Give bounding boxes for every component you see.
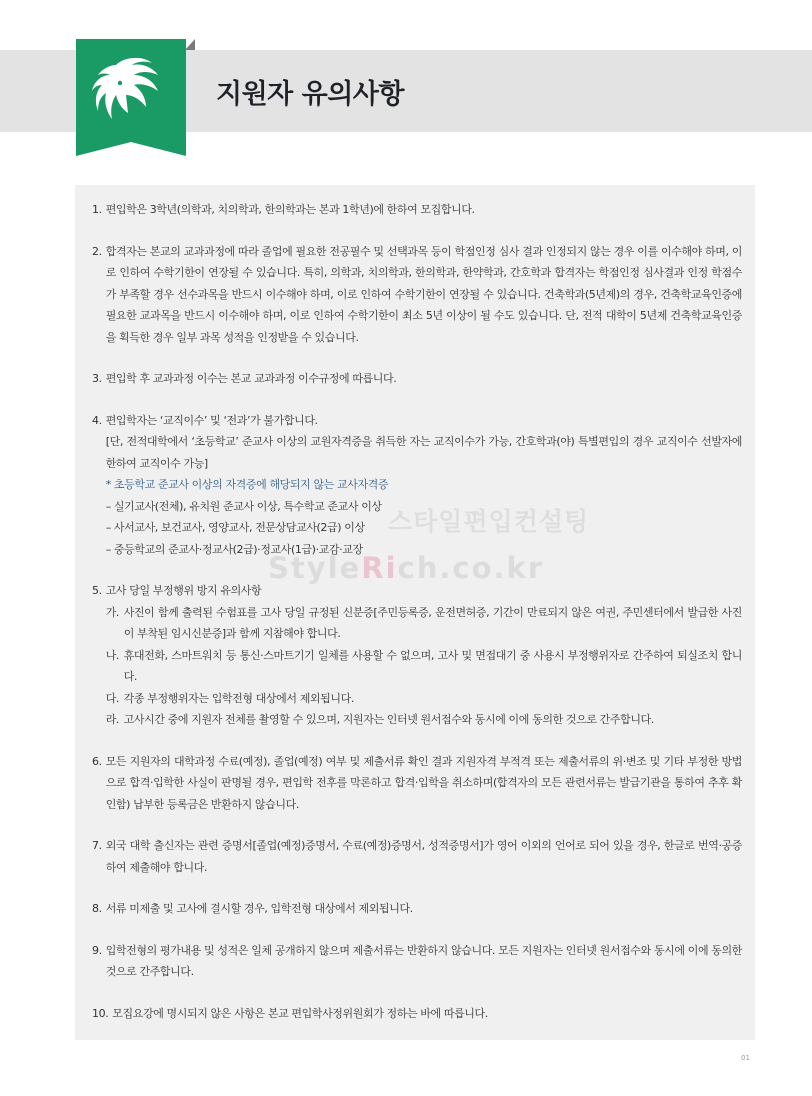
item-text: 편입학은 3학년(의학과, 치의학과, 한의학과는 본과 1학년)에 한하여 모집합니다. xyxy=(105,203,475,216)
item-number: 10. xyxy=(92,1006,109,1020)
sub-item xyxy=(106,602,742,645)
list-item xyxy=(92,199,742,221)
notice-list xyxy=(92,199,742,1044)
item-text: 고사 당일 부정행위 방지 유의사항 xyxy=(105,584,262,597)
list-item xyxy=(92,835,742,878)
item-number: 9. xyxy=(92,943,102,957)
sub-item xyxy=(106,645,742,688)
item-number: 1. xyxy=(92,203,102,216)
tab-fold xyxy=(185,39,195,50)
watermark-english-post: ch.co.kr xyxy=(397,551,545,585)
item-detail: [단, 전적대학에서 ‘초등학교’ 준교사 이상의 교원자격증을 취득한 자는 교직이수가 가능, 간호학과(야) 특별편입의 경우 교직이수 선발자에 한하여 교직이수 가능] xyxy=(105,435,742,470)
list-item xyxy=(92,410,742,561)
sub-item-text: 사진이 함께 출력된 수험표를 고사 당일 규정된 신분증[주민등록증, 운전면허증, 기간이 만료되지 않은 여권, 주민센터에서 발급한 사진이 부착된 임시신분증]과 함께 지참해야 합니다. xyxy=(123,605,742,640)
item-text: 편입학자는 ‘교직이수’ 및 ‘전과’가 불가합니다. xyxy=(105,413,318,427)
item-number: 8. xyxy=(92,902,102,915)
sub-item xyxy=(106,688,742,710)
item-number: 7. xyxy=(92,839,102,852)
item-line: – 실기교사(전체), 유치원 준교사 이상, 특수학교 준교사 이상 xyxy=(105,499,382,513)
page-number: 01 xyxy=(741,1054,750,1062)
list-item xyxy=(92,241,742,349)
item-text: 모든 지원자의 대학과정 수료(예정), 졸업(예정) 여부 및 제출서류 확인 결과 지원자격 부적격 또는 제출서류의 위·변조 및 기타 부정한 방법으로 합격·입학한 사실이 판명될 경우, 편입학 전후를 막론하고 합격·입학을 취소하며(합격자의 모든 관련서류는 발급기관을 통하여 추후 확인함) 납부한 등록금은 반환하지 않습니다. xyxy=(105,754,742,811)
lion-emblem-icon xyxy=(76,39,186,156)
item-content xyxy=(106,410,742,561)
watermark-korean: 스타일편입컨설팅 xyxy=(388,507,590,536)
list-item xyxy=(92,1003,742,1025)
sub-item-label: 나. xyxy=(105,648,120,662)
item-text: 서류 미제출 및 고사에 결시할 경우, 입학전형 대상에서 제외됩니다. xyxy=(105,902,413,915)
item-number: 6. xyxy=(92,754,102,768)
item-number: 2. xyxy=(92,244,102,258)
list-item xyxy=(92,898,742,920)
item-number: 5. xyxy=(92,584,102,597)
sub-item xyxy=(106,709,742,731)
sub-item-text: 각종 부정행위자는 입학전형 대상에서 제외됩니다. xyxy=(123,691,354,705)
item-text: 모집요강에 명시되지 않은 사항은 본교 편입학사정위원회가 정하는 바에 따릅니다. xyxy=(112,1006,488,1020)
item-number: 4. xyxy=(92,413,102,427)
watermark-english-pre: Style xyxy=(268,551,362,585)
sub-item-label: 다. xyxy=(105,691,120,705)
sub-item-text: 고사시간 중에 지원자 전체를 촬영할 수 있으며, 지원자는 인터넷 원서접수와 동시에 이에 동의한 것으로 간주합니다. xyxy=(123,713,654,726)
watermark-english-accent: Ri xyxy=(361,551,398,585)
list-item xyxy=(92,368,742,390)
list-item xyxy=(92,940,742,983)
item-number: 3. xyxy=(92,372,102,385)
item-note: * 초등학교 준교사 이상의 자격증에 해당되지 않는 교사자격증 xyxy=(105,478,389,491)
item-text: 편입학 후 교과과정 이수는 본교 교과과정 이수규정에 따릅니다. xyxy=(105,372,397,385)
list-item xyxy=(92,580,742,731)
sub-item-text: 휴대전화, 스마트워치 등 통신·스마트기기 일체를 사용할 수 없으며, 고사 및 면접대기 중 사용시 부정행위자로 간주하여 퇴실조치 합니다. xyxy=(123,648,742,683)
item-content xyxy=(106,580,742,731)
page-title: 지원자 유의사항 xyxy=(216,79,404,110)
item-text: 합격자는 본교의 교과과정에 따라 졸업에 필요한 전공필수 및 선택과목 등이 학점인정 심사 결과 인정되지 않는 경우 이를 이수해야 하며, 이로 인하여 수학기한이 연장될 수 있습니다. 특히, 의학과, 치의학과, 한의학과, 한약학과, 간호학과 합격자는 학점인정 심사결과 인정 학점수가 부족할 경우 선수과목을 반드시 이수해야 하며, 이로 인하여 수학기한이 연장될 수 있습니다. 건축학과(5년제)의 경우, 건축학교육인증에 필요한 교과목을 반드시 이수해야 하며, 이로 인하여 수학기한이 최소 5년 이상이 될 수도 있습니다. 단, 전적 대학이 5년제 건축학교육인증을 획득한 경우 일부 과목 성적을 인정받을 수 있습니다. xyxy=(105,244,742,344)
sub-item-label: 가. xyxy=(105,605,120,619)
item-line: – 중등학교의 준교사·정교사(2급)·정교사(1급)·교감·교장 xyxy=(105,542,363,556)
list-item xyxy=(92,751,742,816)
item-text: 외국 대학 출신자는 관련 증명서[졸업(예정)증명서, 수료(예정)증명서, 성적증명서]가 영어 이외의 언어로 되어 있을 경우, 한글로 번역·공증하여 제출해야 합니다. xyxy=(105,839,742,874)
item-line: – 사서교사, 보건교사, 영양교사, 전문상담교사(2급) 이상 xyxy=(105,521,365,534)
sub-item-label: 라. xyxy=(105,713,120,726)
item-text: 입학전형의 평가내용 및 성적은 일체 공개하지 않으며 제출서류는 반환하지 않습니다. 모든 지원자는 인터넷 원서접수와 동시에 이에 동의한 것으로 간주합니다. xyxy=(105,943,742,978)
